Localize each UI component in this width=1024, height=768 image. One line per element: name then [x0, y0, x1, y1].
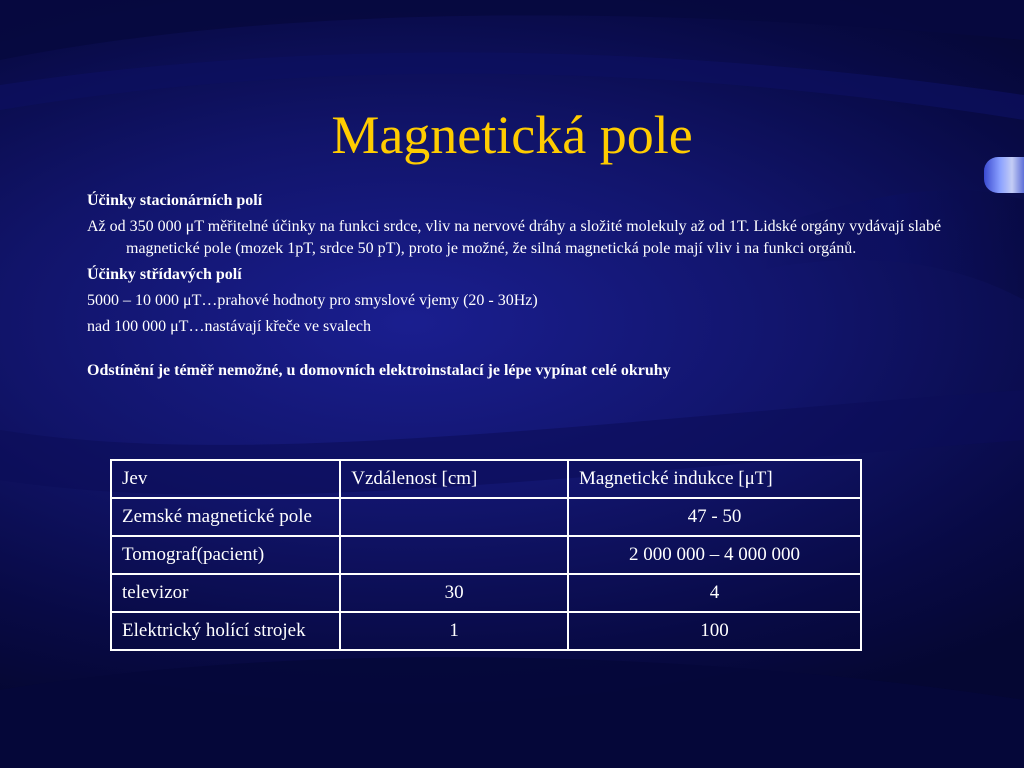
table-cell: 1: [340, 612, 568, 650]
heading-alternating-fields: Účinky střídavých polí: [87, 266, 242, 283]
header-cell-phenomenon: Jev: [111, 460, 340, 498]
table-row: [111, 536, 861, 574]
table-cell: [340, 536, 568, 574]
table-cell: Zemské magnetické pole: [111, 498, 340, 536]
table-cell: 4: [568, 574, 861, 612]
paragraph-threshold: 5000 – 10 000 μT…prahové hodnoty pro smyslové vjemy (20 - 30Hz): [87, 292, 538, 309]
table-cell: Elektrický holící strojek: [111, 612, 340, 650]
table-row: [111, 574, 861, 612]
table-cell: 47 - 50: [568, 498, 861, 536]
paragraph-cramps: nad 100 000 μT…nastávají křeče ve svalech: [87, 318, 372, 335]
header-cell-distance: Vzdálenost [cm]: [340, 460, 568, 498]
swoosh-bottom: [0, 657, 1024, 768]
heading-static-fields: Účinky stacionárních polí: [87, 192, 263, 209]
header-cell-induction: Magnetické indukce [μT]: [568, 460, 861, 498]
swoosh-top: [0, 0, 1024, 60]
paragraph-shielding: Odstínění je téměř nemožné, u domovních elektroinstalací je lépe vypínat celé okruhy: [87, 362, 671, 379]
body-text: [87, 190, 947, 386]
data-table: [110, 459, 862, 651]
table-cell: [340, 498, 568, 536]
table-cell: 100: [568, 612, 861, 650]
table-row: [111, 498, 861, 536]
table-cell: 30: [340, 574, 568, 612]
table-cell: televizor: [111, 574, 340, 612]
table-cell: 2 000 000 – 4 000 000: [568, 536, 861, 574]
paragraph-static-effects: Až od 350 000 μT měřitelné účinky na funkci srdce, vliv na nervové dráhy a složité molekuly až od 1T. Lidské orgány vydávají slabé magnetické pole (mozek 1pT, srdce 50 pT), proto je možné, že silná magnetická pole mají vliv i na funkci orgánů.: [87, 218, 942, 257]
table-row: [111, 612, 861, 650]
table-header-row: [111, 460, 861, 498]
page-title: Magnetická pole: [331, 105, 693, 165]
table-cell: Tomograf(pacient): [111, 536, 340, 574]
